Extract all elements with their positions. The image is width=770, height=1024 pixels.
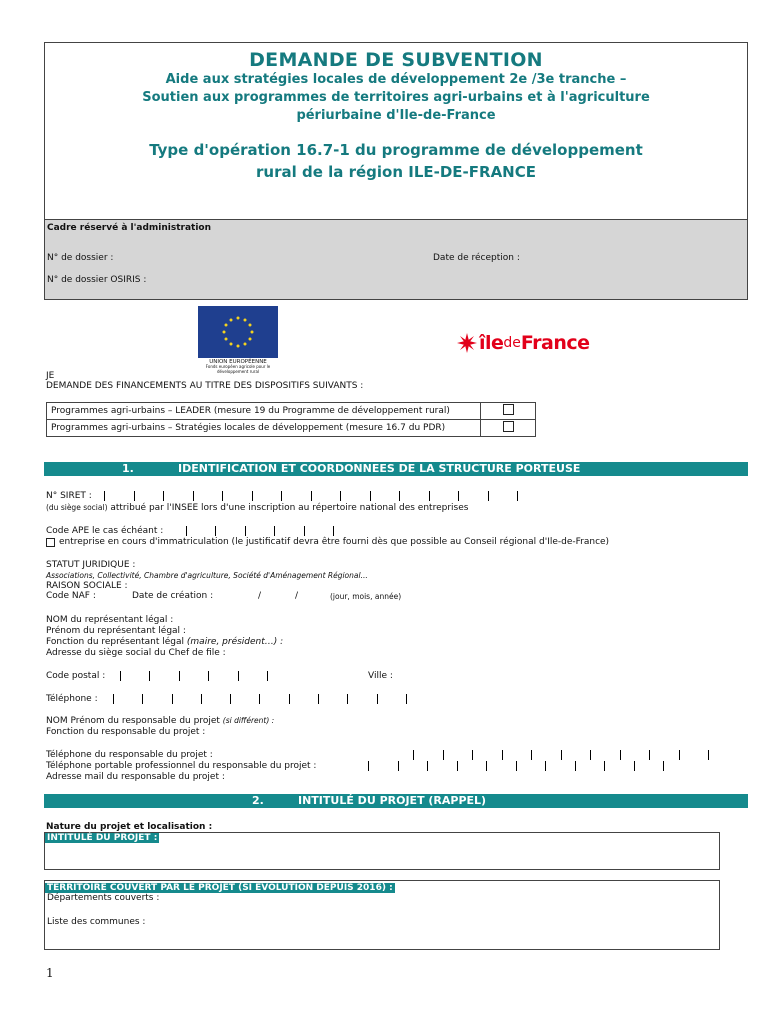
operation-line-2: rural de la région ILE-DE-FRANCE bbox=[256, 163, 536, 181]
tel-resp-label: Téléphone du responsable du projet : bbox=[46, 750, 213, 760]
immat-checkbox[interactable] bbox=[46, 538, 55, 547]
tel-resp-input[interactable] bbox=[413, 750, 709, 760]
date-slash-1: / bbox=[258, 591, 262, 601]
mail-label: Adresse mail du responsable du projet : bbox=[46, 772, 225, 782]
territoire-box[interactable] bbox=[44, 880, 720, 950]
siret-note bbox=[46, 503, 468, 513]
intro-je: JE bbox=[46, 371, 55, 381]
dispositif-cell-2 bbox=[481, 420, 536, 437]
nature-label: Nature du projet et localisation : bbox=[46, 822, 213, 832]
subtitle-line-2: Soutien aux programmes de territoires agri-urbains et à l'agriculture bbox=[142, 90, 650, 105]
intitule-box[interactable] bbox=[44, 832, 720, 870]
fonction-rep-label: Fonction du représentant légal bbox=[46, 637, 185, 647]
section-1-bar bbox=[44, 462, 748, 476]
ape-input[interactable] bbox=[186, 526, 334, 536]
iledefrance-word-ile: île bbox=[479, 332, 504, 354]
cp-label: Code postal : bbox=[46, 671, 106, 681]
operation-line-1: Type d'opération 16.7-1 du programme de développement bbox=[149, 141, 643, 159]
iledefrance-word-france: France bbox=[520, 332, 590, 354]
subtitle-line-3: périurbaine d'Ile-de-France bbox=[296, 108, 496, 123]
communes-label: Liste des communes : bbox=[47, 917, 146, 927]
eu-flag-icon bbox=[198, 306, 278, 358]
intro-demande: DEMANDE DES FINANCEMENTS AU TITRE DES DISPOSITIFS SUIVANTS : bbox=[46, 381, 364, 391]
tel-port-input[interactable] bbox=[368, 761, 664, 771]
document-header bbox=[44, 42, 748, 220]
tel-label: Téléphone : bbox=[46, 694, 98, 704]
dispositif-strategies-checkbox[interactable] bbox=[503, 421, 514, 432]
section-1-title: IDENTIFICATION ET COORDONNEES DE LA STRUCTURE PORTEUSE bbox=[178, 462, 581, 475]
date-format: (jour, mois, année) bbox=[330, 592, 402, 601]
nom-resp-label: NOM Prénom du responsable du projet bbox=[46, 716, 220, 726]
ape-label: Code APE le cas échéant : bbox=[46, 526, 164, 536]
document-title: DEMANDE DE SUBVENTION bbox=[249, 49, 543, 71]
prenom-rep-label: Prénom du représentant légal : bbox=[46, 626, 186, 636]
dispositif-label-1: Programmes agri-urbains – LEADER (mesure 19 du Programme de développement rural) bbox=[47, 403, 481, 420]
table-row bbox=[47, 403, 536, 420]
statut-label: STATUT JURIDIQUE : bbox=[46, 560, 136, 570]
dispositif-leader-checkbox[interactable] bbox=[503, 404, 514, 415]
date-creation-label: Date de création : bbox=[132, 591, 214, 601]
iledefrance-word-de: de bbox=[503, 335, 521, 351]
immat-label: entreprise en cours d'immatriculation (le justificatif devra être fourni dès que possible au Conseil régional d'Ile-de-France) bbox=[59, 537, 610, 547]
admin-reserved-box bbox=[44, 220, 748, 300]
section-2-title: INTITULÉ DU PROJET (RAPPEL) bbox=[298, 794, 487, 807]
statut-examples: Associations, Collectivité, Chambre d'agriculture, Société d'Aménagement Régional... bbox=[46, 571, 368, 580]
eu-logo-line-2: Fonds européen agricole pour le développement rural bbox=[205, 364, 271, 374]
territoire-label: TERRITOIRE COUVERT PAR LE PROJET (SI ÉVOLUTION DEPUIS 2016) : bbox=[47, 883, 393, 893]
section-2-bar bbox=[44, 794, 748, 808]
naf-label: Code NAF : bbox=[46, 591, 96, 601]
departements-label: Départements couverts : bbox=[47, 893, 160, 903]
admin-reception-label: Date de réception : bbox=[433, 253, 520, 263]
fonction-resp-label: Fonction du responsable du projet : bbox=[46, 727, 206, 737]
ville-label: Ville : bbox=[368, 671, 393, 681]
tel-input[interactable] bbox=[113, 694, 407, 704]
nom-rep-label: NOM du représentant légal : bbox=[46, 615, 174, 625]
fonction-rep-examples: (maire, président…) : bbox=[186, 637, 284, 647]
fonction-rep-row bbox=[46, 637, 283, 647]
dispositif-label-2: Programmes agri-urbains – Stratégies locales de développement (mesure 16.7 du PDR) bbox=[47, 420, 481, 437]
iledefrance-star-icon bbox=[457, 333, 477, 353]
tel-port-label: Téléphone portable professionnel du responsable du projet : bbox=[46, 761, 317, 771]
nom-resp-examples: (si différent) : bbox=[222, 716, 275, 725]
siret-note-text: attribué par l'INSEE lors d'une inscription au répertoire national des entreprises bbox=[107, 503, 469, 513]
iledefrance-logo bbox=[457, 331, 590, 355]
admin-title: Cadre réservé à l'administration bbox=[47, 223, 212, 233]
eu-logo-line-1: UNION EUROPÉENNE bbox=[209, 359, 267, 365]
intitule-label: INTITULÉ DU PROJET : bbox=[47, 833, 158, 843]
siret-label: N° SIRET : bbox=[46, 491, 92, 501]
dispositif-cell-1 bbox=[481, 403, 536, 420]
section-2-number: 2. bbox=[252, 794, 264, 807]
admin-osiris-label: N° de dossier OSIRIS : bbox=[47, 275, 147, 285]
cp-input[interactable] bbox=[120, 671, 268, 681]
dispositifs-table bbox=[46, 402, 536, 437]
section-1-number: 1. bbox=[122, 462, 134, 475]
subtitle-line-1: Aide aux stratégies locales de développement 2e /3e tranche – bbox=[165, 72, 627, 87]
page-number: 1 bbox=[46, 966, 54, 980]
siret-input[interactable] bbox=[104, 491, 518, 501]
table-row bbox=[47, 420, 536, 437]
immat-row bbox=[46, 537, 609, 547]
adresse-label: Adresse du siège social du Chef de file : bbox=[46, 648, 226, 658]
raison-label: RAISON SOCIALE : bbox=[46, 581, 128, 591]
date-slash-2: / bbox=[295, 591, 299, 601]
admin-dossier-label: N° de dossier : bbox=[47, 253, 114, 263]
siret-note-small: (du siège social) bbox=[46, 503, 108, 512]
nom-resp-row bbox=[46, 716, 274, 726]
eu-logo-caption bbox=[198, 359, 278, 374]
